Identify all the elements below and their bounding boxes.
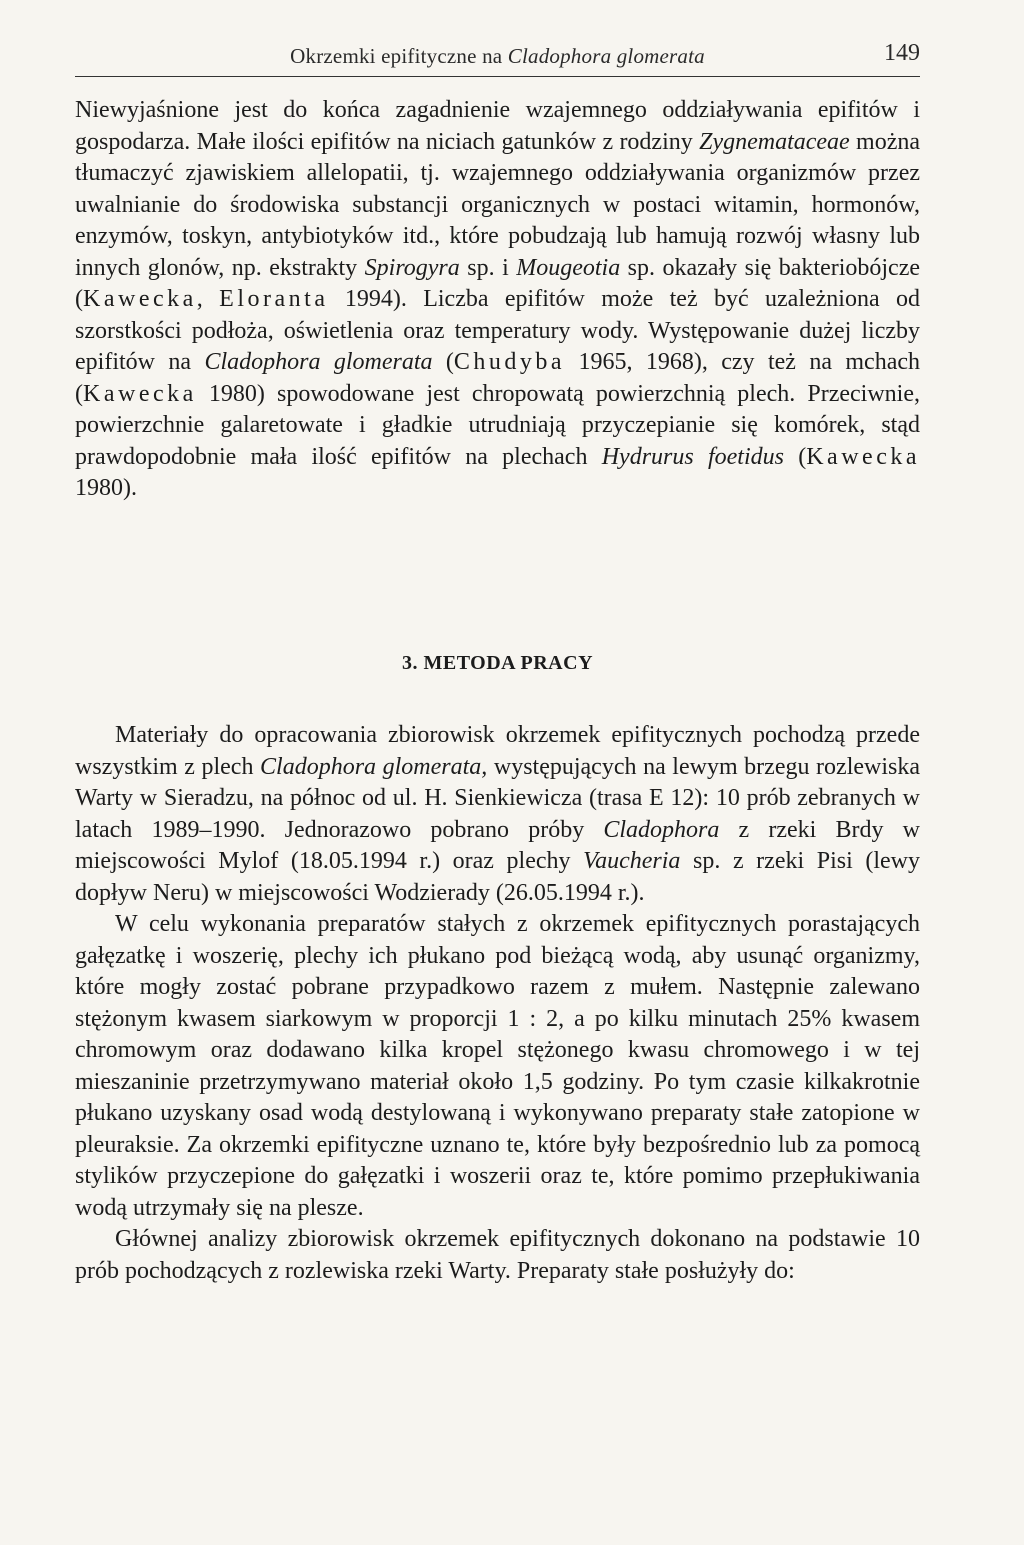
taxon-name: Hydrurus foetidus [601, 443, 784, 470]
text-run: można tłumaczyć zjawiskiem allelopatii, tj. wzajemnego oddziaływania organizmów przez uwalnianie do środowiska substancji organicznych w postaci witamin, hormonów, enzymów, toskyn, antybiotyków itd., które pobudzają lub hamują rozwój własny lub innych glonów, np. ekstrakty [75, 128, 921, 281]
taxon-name: Cladophora glomerata, [260, 753, 488, 780]
taxon-name: Zygnemataceae [699, 128, 850, 155]
text-run: Niewyjaśnione jest do końca zagadnienie wzajemnego oddziaływania epifitów i gospodarza. Małe ilości epifitów na niciach gatunków z rodziny [75, 97, 920, 155]
methods-body [75, 720, 920, 1287]
taxon-name: Vaucheria [583, 848, 681, 874]
taxon-name: Mougeotia [516, 254, 621, 281]
text-run: ( [783, 443, 807, 470]
running-title [75, 44, 920, 69]
taxon-name: Cladophora [603, 816, 720, 843]
text-run: 1994). Liczba epifitów może też być uzależniona od szorstkości podłoża, oświetlenia oraz temperatury wody. Występowanie dużej liczby epifitów na [75, 286, 921, 375]
paragraph-1-text [75, 95, 920, 505]
text-run: 1980) spowodowane jest chropowatą powierzchnią plech. Przeciwnie, powierzchnie galaretowate i gładkie utrudniają przyczepianie się komórek, stąd prawdopodobnie mała ilość epifitów na plechach [75, 380, 920, 470]
text-run: 1965, 1968), czy też na mchach ( [75, 349, 920, 407]
text-run: sp. i [459, 254, 517, 281]
author-name: Kawecka [806, 443, 920, 470]
text-run: występujących na lewym brzegu rozlewiska Warty w Sieradzu, na północ od ul. H. Sienkiewicza (trasa E 12): 10 prób zebranych w latach 1989–1990. Jednorazowo pobrano próby [75, 753, 921, 843]
text-run: ( [432, 349, 454, 375]
paragraph-2 [75, 720, 920, 909]
section-heading: 3. METODA PRACY [401, 652, 594, 674]
text-run: sp. z rzeki Pisi (lewy dopływ Neru) w miejscowości Wodzierady (26.05.1994 r.). [75, 848, 921, 906]
author-name: Kawecka [83, 286, 197, 312]
running-title-text: Okrzemki epifityczne na [290, 44, 508, 68]
author-name: Chudyba [453, 349, 566, 375]
text-run: 1980). [75, 475, 137, 501]
text-run: , [196, 286, 220, 312]
text-run: Materiały do opracowania zbiorowisk okrzemek epifitycznych pochodzą przede wszystkim z plech [75, 722, 920, 780]
paragraph-4: Głównej analizy zbiorowisk okrzemek epifitycznych dokonano na podstawie 10 prób pochodzących z rozlewiska rzeki Warty. Preparaty stałe posłużyły do: [75, 1226, 920, 1284]
taxon-name: Spirogyra [364, 254, 460, 281]
paragraph-3: W celu wykonania preparatów stałych z okrzemek epifitycznych porastających gałęzatkę i woszerię, plechy ich płukano pod bieżącą wodą, aby usunąć organizmy, które mogły zostać pobrane przypadkowo razem z mułem. Następnie zalewano stężonym kwasem siarkowym w proporcji 1 : 2, a po kilku minutach 25% kwasem chromowym oraz dodawano kilka kropel stężonego kwasu chromowego i w tej mieszaninie przetrzymywano materiał około 1,5 godziny. Po tym czasie kilkakrotnie płukano uzyskany osad wodą destylowaną i wykonywano preparaty stałe zatopione w pleuraksie. Za okrzemki epifityczne uznano te, które były bezpośrednio lub za pomocą stylików przyczepione do gałęzatki i woszerii oraz te, które pomimo przepłukiwania wodą utrzymały się na plesze. [75, 911, 920, 1221]
author-name: Eloranta [219, 286, 329, 312]
text-run: sp. okazały się bakteriobójcze ( [75, 254, 921, 312]
text-run: z rzeki Brdy w miejscowości Mylof (18.05.1994 r.) oraz plechy [75, 816, 920, 874]
paragraph-1 [75, 95, 920, 505]
running-header [75, 40, 920, 77]
running-title-taxon: Cladophora glomerata [507, 44, 705, 68]
author-name: Kawecka [83, 380, 197, 407]
taxon-name: Cladophora glomerata [204, 349, 433, 375]
page-number: 149 [884, 40, 920, 66]
